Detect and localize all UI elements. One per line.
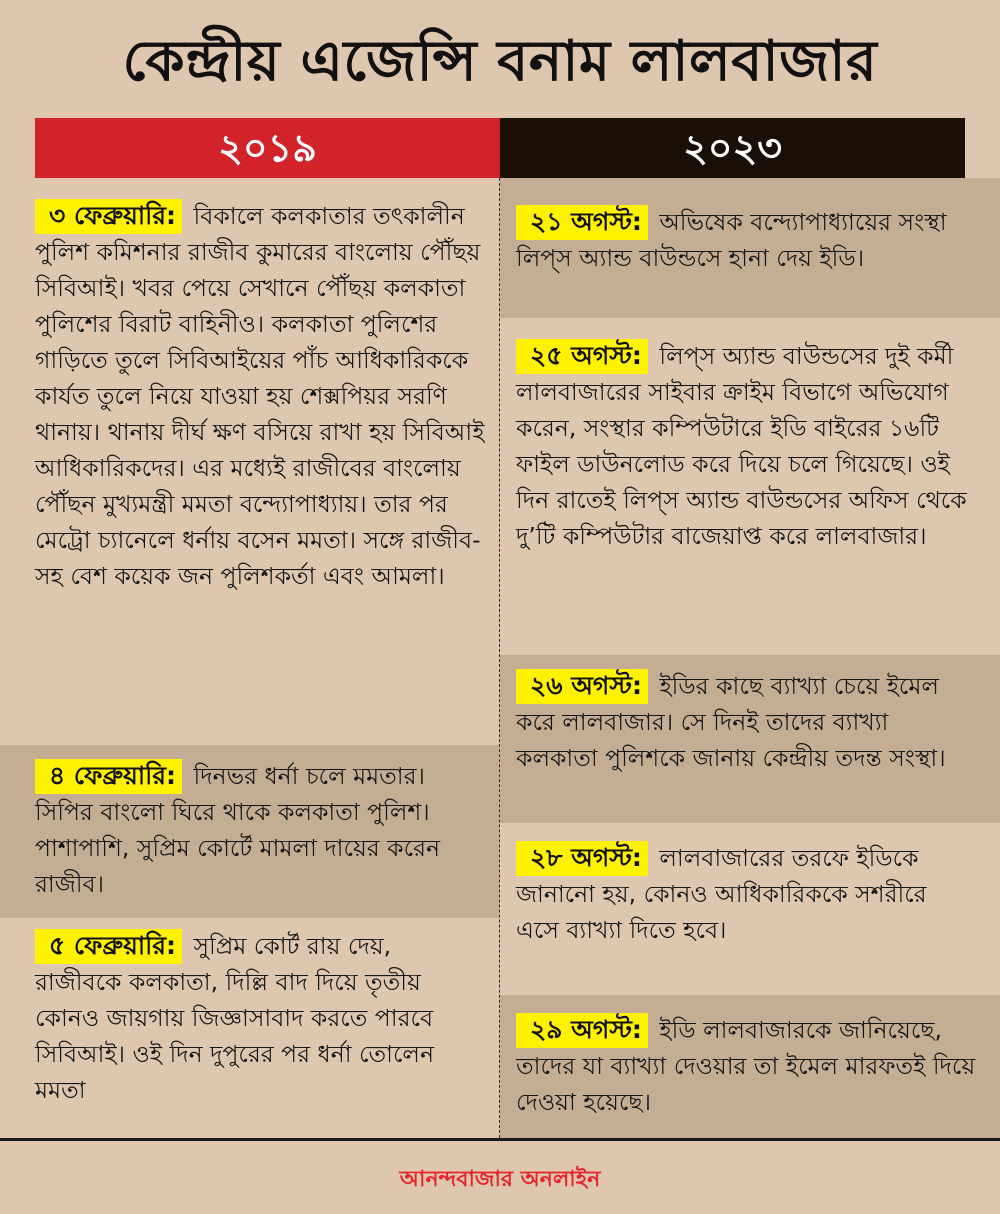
column-divider (499, 178, 500, 1138)
timeline-entry-2019-feb-5 (35, 928, 485, 1108)
entry-text: দিনভর ধর্না চলে মমতার। সিপির বাংলো ঘিরে থাকে কলকাতা পুলিশ। পাশাপাশি, সুপ্রিম কোর্টে মামলা দায়ের করেন রাজীব। (35, 762, 441, 898)
entry-date: ২৯ অগস্ট: (516, 1013, 648, 1048)
entry-date: ২১ অগস্ট: (516, 205, 648, 240)
brand-logo-text: আনন্দবাজার অনলাইন (399, 1167, 601, 1192)
entry-date: ২৬ অগস্ট: (516, 669, 648, 704)
entry-text: ইডির কাছে ব্যাখ্যা চেয়ে ইমেল করে লালবাজার। সে দিনই তাদের ব্যাখ্যা কলকাতা পুলিশকে জানায় কেন্দ্রীয় তদন্ত সংস্থা। (516, 672, 946, 772)
timeline-entry-2023-aug-25 (516, 338, 976, 554)
entry-text: লিপ্‌স অ্যান্ড বাউন্ডসের দুই কর্মী লালবাজারের সাইবার ক্রাইম বিভাগে অভিযোগ করেন, সংস্থার কম্পিউটারে ইডি বাইরের ১৬টি ফাইল ডাউনলোড করে দিয়ে চলে গিয়েছে। ওই দিন রাতেই লিপ্‌স অ্যান্ড বাউন্ডসের অফিস থেকে দু’টি কম্পিউটার বাজেয়াপ্ত করে লালবাজার। (516, 342, 967, 550)
year-header-2023: ২০২৩ (500, 118, 965, 178)
timeline-entry-2023-aug-21 (516, 204, 976, 276)
entry-text: ইডি লালবাজারকে জানিয়েছে, তাদের যা ব্যাখ্যা দেওয়ার তা ইমেল মারফতই দিয়ে দেওয়া হয়েছে। (516, 1016, 976, 1116)
entry-date: ৪ ফেব্রুয়ারি: (35, 759, 182, 794)
timeline-entry-2023-aug-29 (516, 1012, 976, 1120)
timeline-entry-2023-aug-26 (516, 668, 976, 776)
bottom-rule (0, 1138, 1000, 1141)
entry-text: অভিষেক বন্দ্যোপাধ্যায়ের সংস্থা লিপ্‌স অ্যান্ড বাউন্ডসে হানা দেয় ইডি। (516, 208, 947, 272)
entry-text: লালবাজারের তরফে ইডিকে জানানো হয়, কোনও আধিকারিককে সশরীরে এসে ব্যাখ্যা দিতে হবে। (516, 844, 927, 944)
entry-date: ৫ ফেব্রুয়ারি: (35, 929, 182, 964)
entry-text: সুপ্রিম কোর্ট রায় দেয়, রাজীবকে কলকাতা, দিল্লি বাদ দিয়ে তৃতীয় কোনও জায়গায় জিজ্ঞাসাবাদ করতে পারবে সিবিআই। ওই দিন দুপুরের পর ধর্না তোলেন মমতা (35, 932, 434, 1104)
year-header-2019: ২০১৯ (35, 118, 500, 178)
page-title: কেন্দ্রীয় এজেন্সি বনাম লালবাজার (122, 29, 878, 94)
timeline-entry-2019-feb-4 (35, 758, 485, 902)
entry-date: ২৮ অগস্ট: (516, 841, 648, 876)
entry-text: বিকালে কলকাতার তৎকালীন পুলিশ কমিশনার রাজীব কুমারের বাংলোয় পৌঁছয় সিবিআই। খবর পেয়ে সেখানে পৌঁছয় কলকাতা পুলিশের বিরাট বাহিনীও। কলকাতা পুলিশের গাড়িতে তুলে সিবিআইয়ের পাঁচ আধিকারিককে কার্যত তুলে নিয়ে যাওয়া হয় শেক্সপিয়র সরণি থানায়। থানায় দীর্ঘ ক্ষণ বসিয়ে রাখা হয় সিবিআই আধিকারিকদের। এর মধ্যেই রাজীবের বাংলোয় পৌঁছন মুখ্যমন্ত্রী মমতা বন্দ্যোপাধ্যায়। তার পর মেট্রো চ্যানেলে ধর্নায় বসেন মমতা। সঙ্গে রাজীব-সহ বেশ কয়েক জন পুলিশকর্তা এবং আমলা। (35, 202, 485, 590)
entry-date: ২৫ অগস্ট: (516, 339, 648, 374)
timeline-entry-2023-aug-28 (516, 840, 976, 948)
timeline-entry-2019-feb-3 (35, 198, 485, 594)
entry-date: ৩ ফেব্রুয়ারি: (35, 199, 182, 234)
